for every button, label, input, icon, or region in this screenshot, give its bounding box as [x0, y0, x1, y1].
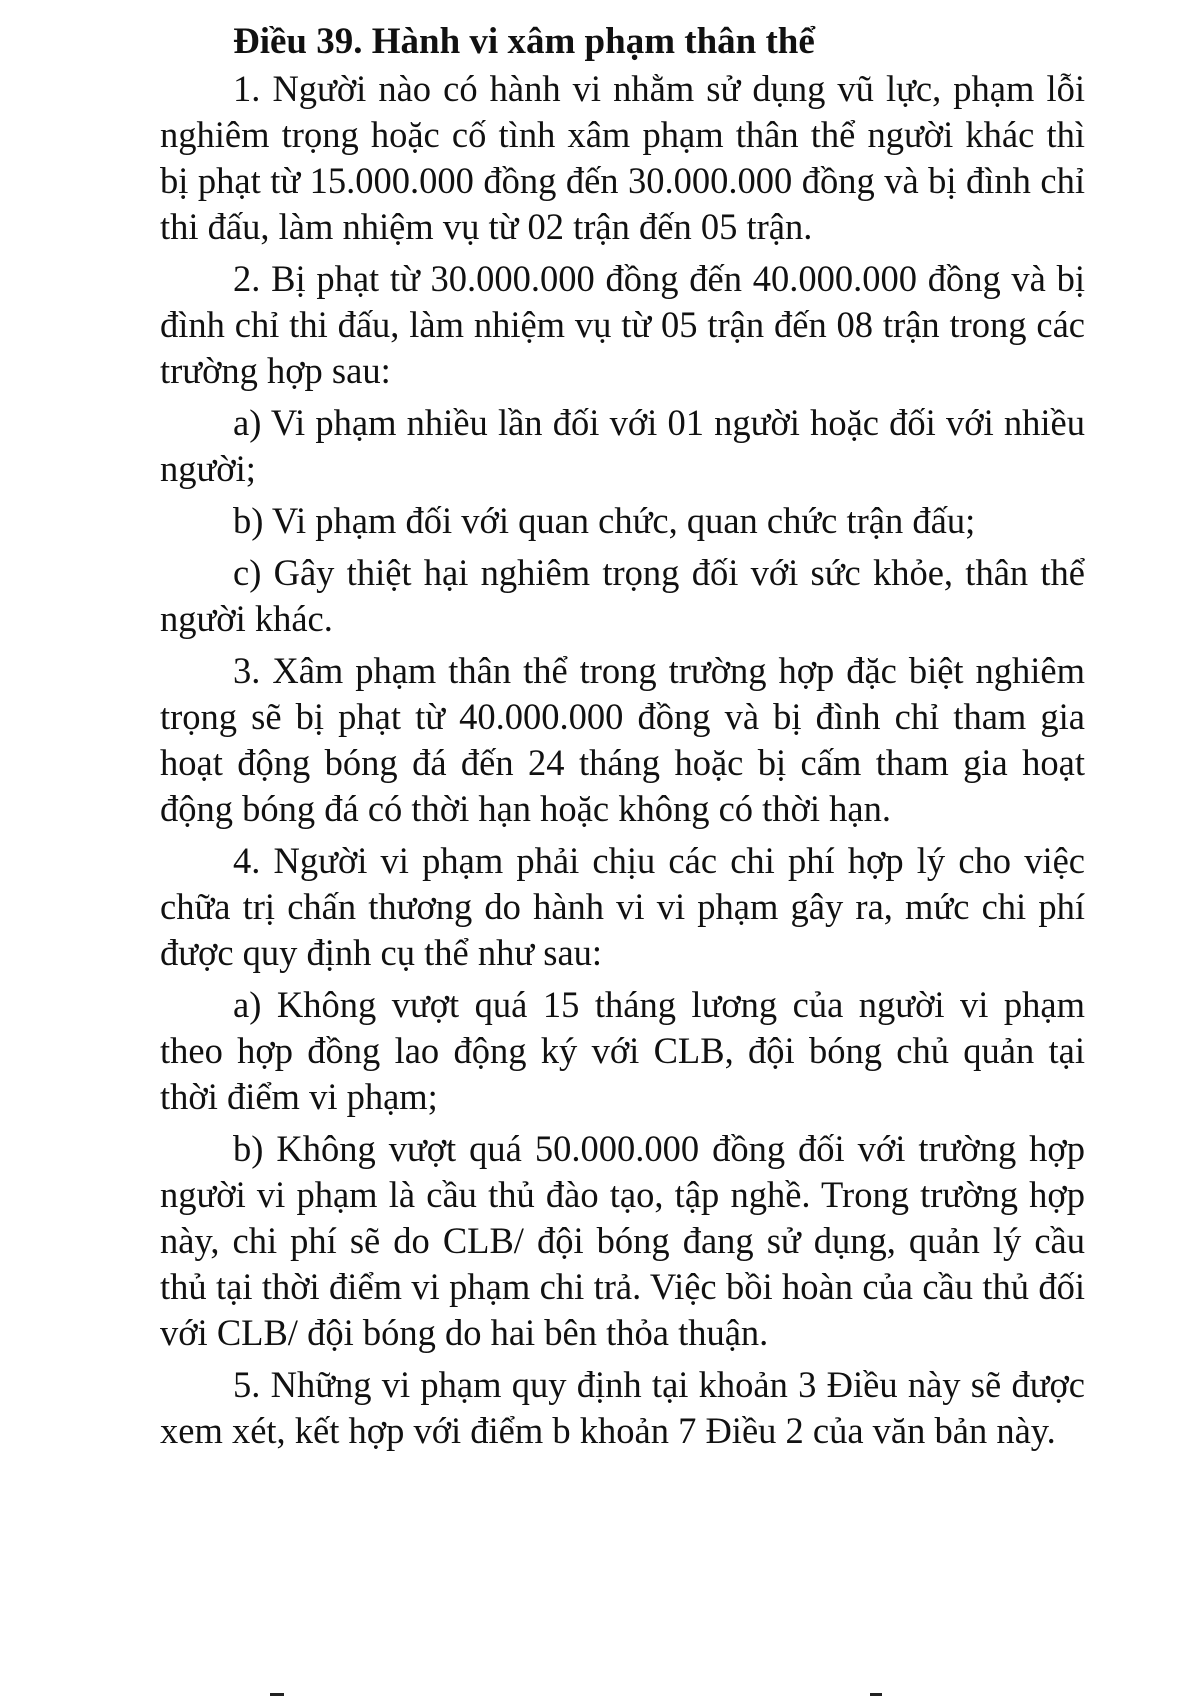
clause-4-point-a: a) Không vượt quá 15 tháng lương của người vi phạm theo hợp đồng lao động ký với CLB, đội bóng chủ quản tại thời điểm vi phạm;: [160, 984, 1085, 1117]
cut-text-mark: [870, 1693, 882, 1696]
clause-4-point-b: b) Không vượt quá 50.000.000 đồng đối với trường hợp người vi phạm là cầu thủ đào tạo, tập nghề. Trong trường hợp này, chi phí sẽ do CLB/ đội bóng đang sử dụng, quản lý cầu thủ tại thời điểm vi phạm chi trả. Việc bồi hoàn của cầu thủ đối với CLB/ đội bóng do hai bên thỏa thuận.: [160, 1128, 1085, 1353]
cut-text-mark: [270, 1693, 284, 1696]
clause-2-point-a: a) Vi phạm nhiều lần đối với 01 người hoặc đối với nhiều người;: [160, 402, 1085, 489]
bottom-cutoff: [0, 1690, 1200, 1702]
article-title: Điều 39. Hành vi xâm phạm thân thể: [233, 21, 815, 62]
clause-1: 1. Người nào có hành vi nhằm sử dụng vũ lực, phạm lỗi nghiêm trọng hoặc cố tình xâm phạm thân thể người khác thì bị phạt từ 15.000.000 đồng đến 30.000.000 đồng và bị đình chỉ thi đấu, làm nhiệm vụ từ 02 trận đến 05 trận.: [160, 68, 1085, 247]
clause-4: 4. Người vi phạm phải chịu các chi phí hợp lý cho việc chữa trị chấn thương do hành vi vi phạm gây ra, mức chi phí được quy định cụ thể như sau:: [160, 840, 1085, 973]
clause-2-point-b: b) Vi phạm đối với quan chức, quan chức trận đấu;: [233, 500, 976, 541]
clause-3: 3. Xâm phạm thân thể trong trường hợp đặc biệt nghiêm trọng sẽ bị phạt từ 40.000.000 đồng và bị đình chỉ tham gia hoạt động bóng đá đến 24 tháng hoặc bị cấm tham gia hoạt động bóng đá có thời hạn hoặc không có thời hạn.: [160, 650, 1085, 829]
clause-2-point-c: c) Gây thiệt hại nghiêm trọng đối với sức khỏe, thân thể người khác.: [160, 552, 1085, 639]
article-body: [160, 14, 1085, 1460]
clause-5: 5. Những vi phạm quy định tại khoản 3 Điều này sẽ được xem xét, kết hợp với điểm b khoản 7 Điều 2 của văn bản này.: [160, 1364, 1085, 1451]
clause-2: 2. Bị phạt từ 30.000.000 đồng đến 40.000.000 đồng và bị đình chỉ thi đấu, làm nhiệm vụ từ 05 trận đến 08 trận trong các trường hợp sau:: [160, 258, 1085, 391]
